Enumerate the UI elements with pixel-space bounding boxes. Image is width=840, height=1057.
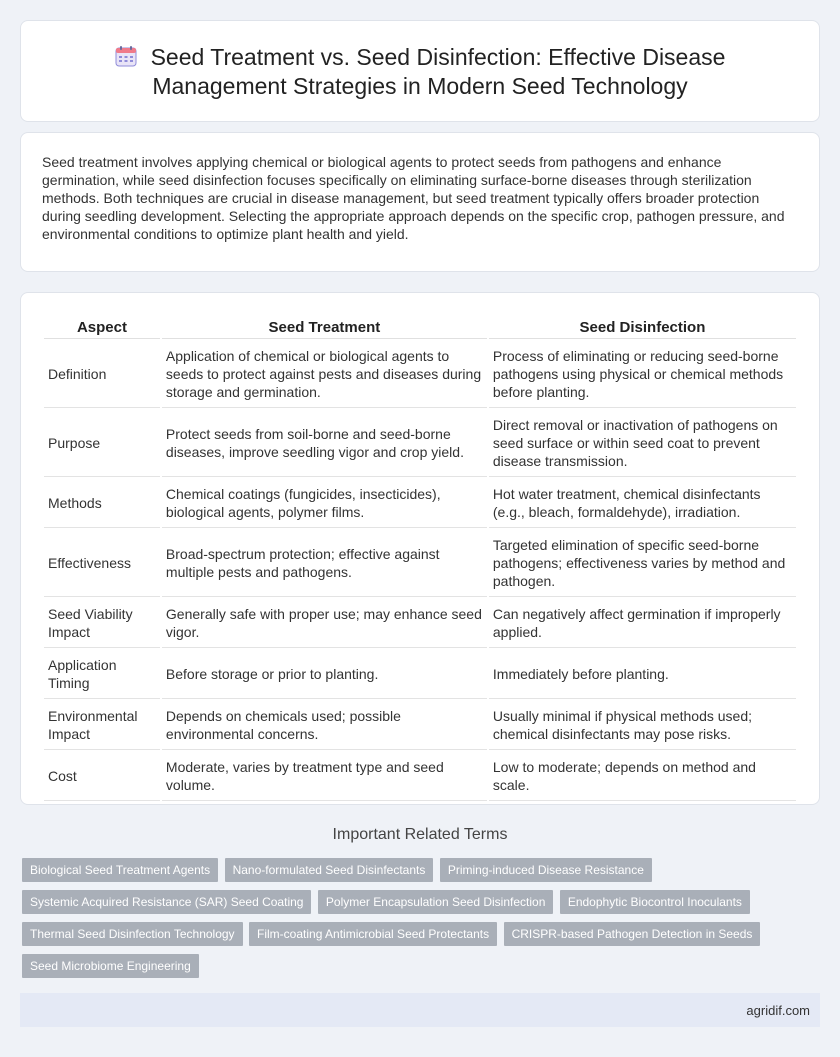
intro-card [20, 132, 820, 272]
page-title [51, 43, 789, 101]
related-term-tag[interactable]: Seed Microbiome Engineering [22, 954, 199, 978]
aspect-cell: Purpose [44, 410, 160, 477]
table-row [44, 650, 796, 699]
disinfection-cell: Low to moderate; depends on method and scale. [489, 752, 796, 801]
aspect-cell: Application Timing [44, 650, 160, 699]
disinfection-cell: Direct removal or inactivation of pathogens on seed surface or within seed coat to prevent disease transmission. [489, 410, 796, 477]
table-row [44, 410, 796, 477]
aspect-cell: Seed Viability Impact [44, 599, 160, 648]
related-term-tag[interactable]: Systemic Acquired Resistance (SAR) Seed Coating [22, 890, 311, 914]
aspect-cell: Cost [44, 752, 160, 801]
disinfection-cell: Process of eliminating or reducing seed-borne pathogens using physical or chemical methods before planting. [489, 341, 796, 408]
aspect-cell: Effectiveness [44, 530, 160, 597]
page-title-text: Seed Treatment vs. Seed Disinfection: Effective Disease Management Strategies in Modern Seed Technology [150, 44, 726, 99]
aspect-cell: Methods [44, 479, 160, 528]
related-term-tag[interactable]: Priming-induced Disease Resistance [440, 858, 652, 882]
treatment-cell: Before storage or prior to planting. [162, 650, 487, 699]
disinfection-cell: Immediately before planting. [489, 650, 796, 699]
related-term-tag[interactable]: Nano-formulated Seed Disinfectants [225, 858, 434, 882]
related-term-tag[interactable]: Thermal Seed Disinfection Technology [22, 922, 243, 946]
related-term-tag[interactable]: Film-coating Antimicrobial Seed Protectants [249, 922, 497, 946]
disinfection-cell: Hot water treatment, chemical disinfectants (e.g., bleach, formaldehyde), irradiation. [489, 479, 796, 528]
aspect-cell: Environmental Impact [44, 701, 160, 750]
table-header-row [44, 315, 796, 339]
table-row [44, 599, 796, 648]
calendar-icon [115, 45, 137, 67]
footer-site-link[interactable]: agridif.com [746, 1003, 810, 1018]
header-aspect: Aspect [44, 315, 160, 339]
treatment-cell: Moderate, varies by treatment type and seed volume. [162, 752, 487, 801]
footer [20, 993, 820, 1027]
treatment-cell: Broad-spectrum protection; effective against multiple pests and pathogens. [162, 530, 487, 597]
treatment-cell: Protect seeds from soil-borne and seed-borne diseases, improve seedling vigor and crop yield. [162, 410, 487, 477]
aspect-cell: Definition [44, 341, 160, 408]
table-row [44, 530, 796, 597]
comparison-table [42, 313, 798, 803]
treatment-cell: Depends on chemicals used; possible environmental concerns. [162, 701, 487, 750]
related-terms-heading: Important Related Terms [332, 826, 508, 843]
header-seed-disinfection: Seed Disinfection [489, 315, 796, 339]
disinfection-cell: Usually minimal if physical methods used; chemical disinfectants may pose risks. [489, 701, 796, 750]
disinfection-cell: Targeted elimination of specific seed-borne pathogens; effectiveness varies by method and pathogen. [489, 530, 796, 597]
title-card [20, 20, 820, 122]
related-term-tag[interactable]: Endophytic Biocontrol Inoculants [560, 890, 750, 914]
comparison-table-card [20, 292, 820, 805]
table-row [44, 341, 796, 408]
treatment-cell: Generally safe with proper use; may enhance seed vigor. [162, 599, 487, 648]
treatment-cell: Chemical coatings (fungicides, insecticides), biological agents, polymer films. [162, 479, 487, 528]
header-seed-treatment: Seed Treatment [162, 315, 487, 339]
disinfection-cell: Can negatively affect germination if improperly applied. [489, 599, 796, 648]
related-term-tag[interactable]: CRISPR-based Pathogen Detection in Seeds [504, 922, 761, 946]
intro-paragraph: Seed treatment involves applying chemical or biological agents to protect seeds from pathogens and enhance germination, while seed disinfection focuses specifically on eliminating surface-borne diseases through sterilization methods. Both techniques are crucial in disease management, but seed treatment typically offers broader protection during seedling development. Selecting the appropriate approach depends on the specific crop, pathogen pressure, and environmental conditions to optimize plant health and yield. [42, 154, 785, 242]
related-terms-list [22, 858, 802, 986]
table-row [44, 701, 796, 750]
treatment-cell: Application of chemical or biological agents to seeds to protect against pests and diseases during storage and germination. [162, 341, 487, 408]
related-term-tag[interactable]: Polymer Encapsulation Seed Disinfection [318, 890, 553, 914]
table-row [44, 752, 796, 801]
related-term-tag[interactable]: Biological Seed Treatment Agents [22, 858, 218, 882]
table-row [44, 479, 796, 528]
